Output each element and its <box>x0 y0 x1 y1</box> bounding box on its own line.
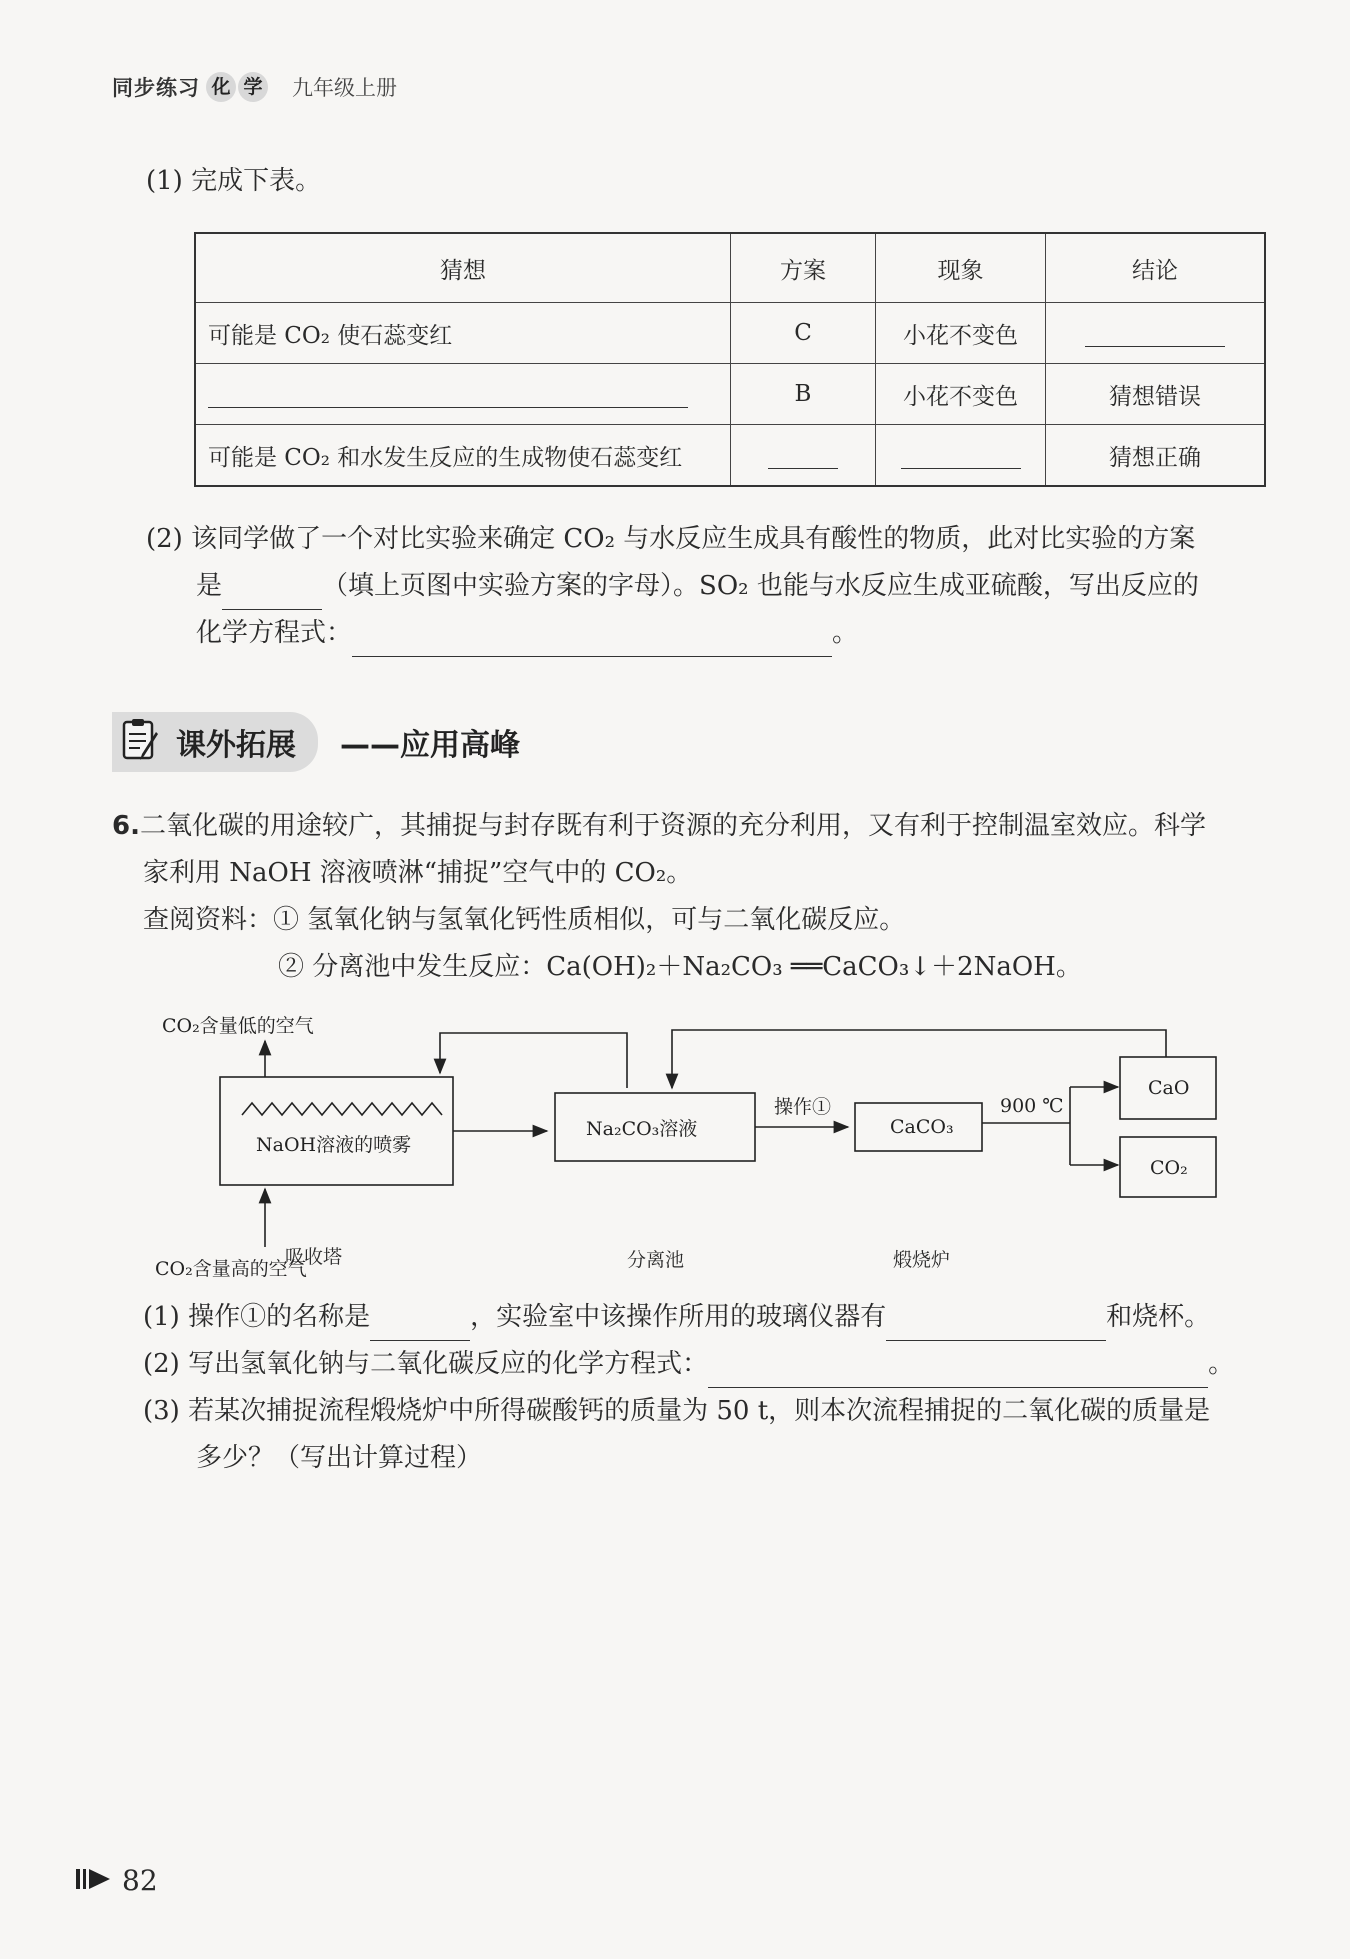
arrow-cao-recycle <box>672 1030 1166 1088</box>
section-subtitle: ——应用高峰 <box>340 728 520 763</box>
cell-plan-blank[interactable] <box>731 425 876 487</box>
table-row <box>195 303 1265 364</box>
section-banner <box>112 714 520 770</box>
subject-char-2: 学 <box>238 72 268 102</box>
page-header <box>112 72 397 102</box>
equation-answer-blank[interactable] <box>352 630 832 657</box>
cell-conclusion-blank[interactable] <box>1046 303 1266 364</box>
q6-line2: 家利用 NaOH 溶液喷淋“捕捉”空气中的 CO₂。 <box>143 858 693 888</box>
subq-1 <box>143 1294 1210 1341</box>
glassware-blank[interactable] <box>886 1314 1106 1341</box>
label-cao: CaO <box>1148 1077 1190 1099</box>
col-conclusion: 结论 <box>1046 233 1266 303</box>
cell-phenomenon: 小花不变色 <box>876 303 1046 364</box>
part2-line3 <box>196 610 858 657</box>
label-na2co3: Na₂CO₃溶液 <box>586 1118 698 1140</box>
table-row <box>195 425 1265 487</box>
cell-conclusion: 猜想正确 <box>1046 425 1266 487</box>
operation-name-blank[interactable] <box>370 1314 470 1341</box>
page-number: 82 <box>122 1864 158 1897</box>
cell-plan: B <box>731 364 876 425</box>
q6-text: 二氧化碳的用途较广，其捕捉与封存既有利于资源的充分利用，又有利于控制温室效应。科学 <box>139 811 1206 841</box>
label-tower: 吸收塔 <box>285 1246 343 1268</box>
label-temperature: 900 ℃ <box>1000 1095 1064 1117</box>
answer-blank[interactable] <box>208 381 688 408</box>
series-title: 同步练习 <box>112 76 200 100</box>
subq-text: 和烧杯。 <box>1106 1302 1211 1332</box>
cell-guess-blank[interactable] <box>195 364 731 425</box>
answer-blank[interactable] <box>768 442 838 469</box>
cell-conclusion: 猜想错误 <box>1046 364 1266 425</box>
subq-text: ，实验室中该操作所用的玻璃仪器有 <box>470 1302 887 1332</box>
page-arrow-icon <box>76 1867 112 1895</box>
part2-text: 是 <box>196 571 223 601</box>
label-furnace: 煅烧炉 <box>893 1249 951 1271</box>
label-caco3: CaCO₃ <box>890 1116 954 1138</box>
subq-text: (1) 操作①的名称是 <box>143 1302 371 1332</box>
part2-text: （填上页图中实验方案的字母）。SO₂ 也能与水反应生成亚硫酸，写出反应的 <box>322 571 1199 601</box>
clipboard-pen-icon <box>118 716 166 768</box>
col-plan: 方案 <box>731 233 876 303</box>
part2-line2 <box>196 563 1199 610</box>
part2-text: 化学方程式： <box>196 618 353 648</box>
label-high-air: CO₂含量高的空气 <box>155 1258 307 1280</box>
section-pill <box>112 712 318 772</box>
label-low-air: CO₂含量低的空气 <box>162 1015 314 1037</box>
guess-table <box>194 232 1266 487</box>
subq-3-line2: 多少？（写出计算过程） <box>196 1443 483 1473</box>
q6-ref2: ② 分离池中发生反应：Ca(OH)₂＋Na₂CO₃ ══CaCO₃↓＋2NaOH。 <box>278 952 1082 982</box>
table-header-row <box>195 233 1265 303</box>
cell-phenomenon: 小花不变色 <box>876 364 1046 425</box>
question-number: 6. <box>112 811 140 841</box>
subject-badge <box>206 72 270 102</box>
cell-phenomenon-blank[interactable] <box>876 425 1046 487</box>
cell-guess: 可能是 CO₂ 和水发生反应的生成物使石蕊变红 <box>195 425 731 487</box>
part1-label: (1) 完成下表。 <box>146 166 322 196</box>
cell-guess: 可能是 CO₂ 使石蕊变红 <box>195 303 731 364</box>
subq-3-line1: (3) 若某次捕捉流程煅烧炉中所得碳酸钙的质量为 50 t，则本次流程捕捉的二氧化碳的质量是 <box>143 1396 1211 1426</box>
label-co2: CO₂ <box>1150 1157 1188 1179</box>
arrow-naoh-recycle <box>440 1033 627 1088</box>
spray-zigzag <box>242 1103 442 1115</box>
q6-line1 <box>112 803 1282 850</box>
label-spray: NaOH溶液的喷雾 <box>256 1134 412 1156</box>
answer-blank[interactable] <box>901 442 1021 469</box>
label-operation-1: 操作① <box>774 1096 832 1118</box>
equation-blank[interactable] <box>708 1361 1208 1388</box>
q6-ref1: 查阅资料：① 氢氧化钠与氢氧化钙性质相似，可与二氧化碳反应。 <box>143 905 906 935</box>
plan-answer-blank[interactable] <box>222 583 322 610</box>
cell-plan: C <box>731 303 876 364</box>
process-flow-diagram <box>150 1005 1230 1285</box>
answer-blank[interactable] <box>1085 320 1225 347</box>
col-phenomenon: 现象 <box>876 233 1046 303</box>
page-footer <box>76 1864 158 1897</box>
table-row <box>195 364 1265 425</box>
part2-line1: (2) 该同学做了一个对比实验来确定 CO₂ 与水反应生成具有酸性的物质，此对比实验的方案 <box>146 524 1196 554</box>
subq-text: (2) 写出氢氧化钠与二氧化碳反应的化学方程式： <box>143 1349 709 1379</box>
part2-text: 。 <box>832 618 859 648</box>
grade-label: 九年级上册 <box>292 76 397 100</box>
absorption-tower-box <box>220 1077 453 1185</box>
label-pool: 分离池 <box>627 1249 685 1271</box>
col-guess: 猜想 <box>195 233 731 303</box>
subq-text: 。 <box>1208 1349 1235 1379</box>
section-label: 课外拓展 <box>176 728 296 763</box>
subject-char-1: 化 <box>206 72 236 102</box>
subq-2 <box>143 1341 1234 1388</box>
